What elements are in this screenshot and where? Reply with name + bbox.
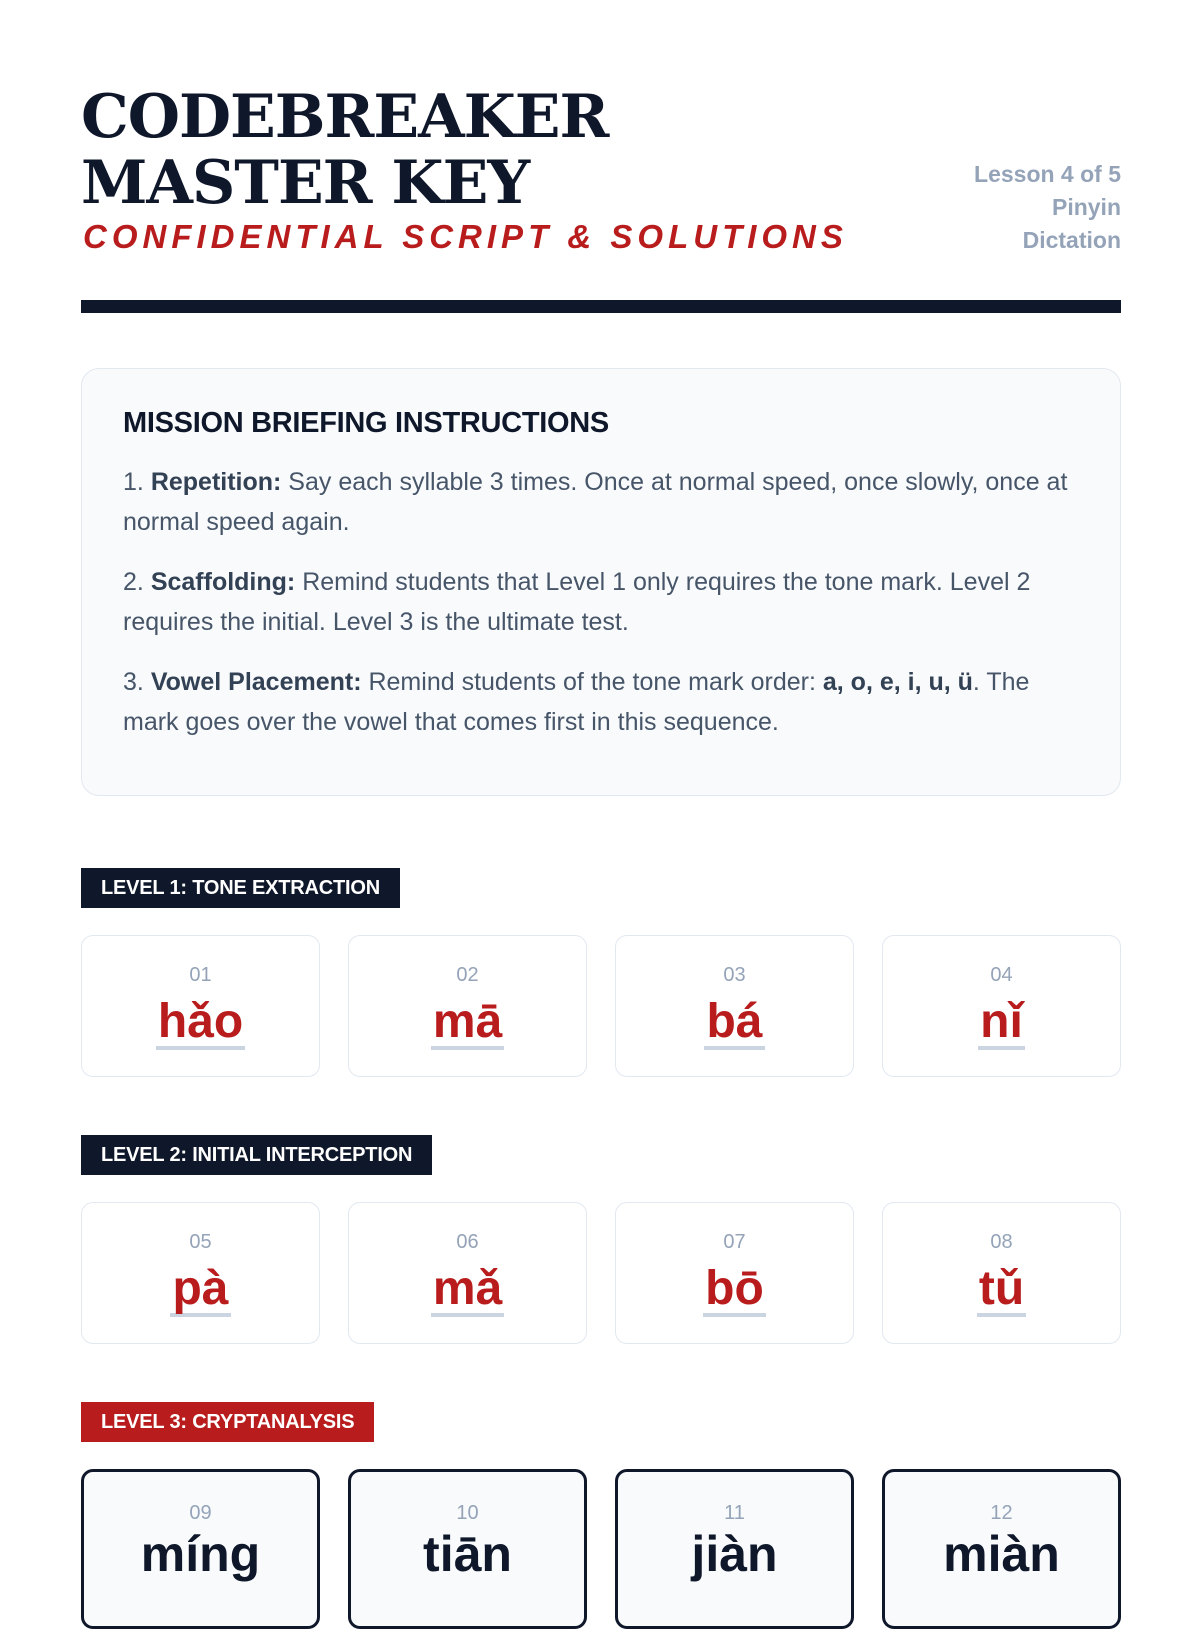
- tone-mark-order: a, o, e, i, u, ü: [822, 668, 973, 696]
- briefing-item-text: Remind students that Level 1 only requires the tone mark. Level 2 requires the initial. Level 3 is the ultimate test.: [123, 568, 1031, 636]
- card-answer: miàn: [943, 1526, 1060, 1582]
- lesson-meta: [921, 158, 1121, 257]
- card-answer: bō: [705, 1262, 764, 1315]
- card-answer: mā: [432, 995, 503, 1048]
- card-answer: nǐ: [980, 995, 1023, 1048]
- answer-key-page: [81, 0, 1121, 1582]
- answer-card: [348, 1469, 587, 1629]
- card-answer: mǎ: [432, 1262, 503, 1315]
- level-3-label: LEVEL 3: CRYPTANALYSIS: [81, 1402, 374, 1442]
- answer-card: [882, 935, 1121, 1077]
- briefing-title: MISSION BRIEFING INSTRUCTIONS: [123, 407, 609, 439]
- lesson-topic-line1: Pinyin: [1051, 194, 1121, 220]
- answer-card: [81, 1202, 320, 1344]
- answer-card: [615, 935, 854, 1077]
- level-1-label: LEVEL 1: TONE EXTRACTION: [81, 868, 400, 908]
- briefing-item-text: . The mark goes over the vowel that comes first in this sequence.: [123, 668, 1030, 736]
- card-number: 02: [456, 964, 479, 986]
- briefing-item: 3. Vowel Placement: Remind students of the tone mark order: a, o, e, i, u, ü. The mark goes over the vowel that comes first in this sequence.: [123, 668, 1030, 736]
- card-answer: tiān: [423, 1526, 512, 1582]
- answer-card: [615, 1469, 854, 1629]
- card-number: 01: [189, 964, 212, 986]
- card-answer: tǔ: [978, 1262, 1025, 1315]
- briefing-item-text: Say each syllable 3 times. Once at normal speed, once slowly, once at normal speed again.: [123, 468, 1068, 536]
- card-number: 10: [456, 1502, 479, 1524]
- card-number: 06: [456, 1231, 479, 1253]
- briefing-item-label: Vowel Placement:: [150, 668, 362, 696]
- card-number: 09: [189, 1502, 212, 1524]
- card-answer: míng: [140, 1526, 261, 1582]
- answer-card: [882, 1469, 1121, 1629]
- lesson-topic-line2: Dictation: [1022, 227, 1121, 253]
- level-2-label: LEVEL 2: INITIAL INTERCEPTION: [81, 1135, 432, 1175]
- card-number: 08: [990, 1231, 1013, 1253]
- level-3-cards: [81, 1469, 1121, 1611]
- answer-card: [81, 935, 320, 1077]
- answer-card: [348, 1202, 587, 1344]
- header: [81, 0, 1121, 314]
- briefing-item: 1. Repetition: Say each syllable 3 times. Once at normal speed, once slowly, once at normal speed again.: [123, 468, 1068, 536]
- briefing-item-label: Repetition:: [150, 468, 282, 496]
- briefing-item: 2. Scaffolding: Remind students that Level 1 only requires the tone mark. Level 2 requires the initial. Level 3 is the ultimate test.: [123, 568, 1031, 636]
- card-number: 12: [990, 1502, 1013, 1524]
- level-2-cards: [81, 1202, 1121, 1344]
- answer-card: [882, 1202, 1121, 1344]
- briefing-item-label: Scaffolding:: [150, 568, 296, 596]
- answer-card: [615, 1202, 854, 1344]
- card-answer: bá: [706, 995, 763, 1048]
- card-answer: hǎo: [157, 995, 244, 1048]
- level-1-cards: [81, 935, 1121, 1077]
- lesson-number: Lesson 4 of 5: [974, 161, 1121, 187]
- card-number: 03: [723, 964, 746, 986]
- card-answer: jiàn: [691, 1526, 778, 1582]
- card-answer: pà: [172, 1262, 229, 1315]
- answer-card: [348, 935, 587, 1077]
- mission-briefing: [81, 368, 1121, 796]
- page-title: CODEBREAKER MASTER KEY: [81, 82, 609, 218]
- card-number: 04: [990, 964, 1013, 986]
- answer-card: [81, 1469, 320, 1629]
- briefing-item-text: Remind students of the tone mark order:: [361, 668, 823, 696]
- header-divider: [81, 300, 1121, 313]
- card-number: 11: [724, 1502, 745, 1524]
- page-subtitle: CONFIDENTIAL SCRIPT & SOLUTIONS: [83, 218, 848, 255]
- card-number: 05: [189, 1231, 212, 1253]
- card-number: 07: [723, 1231, 746, 1253]
